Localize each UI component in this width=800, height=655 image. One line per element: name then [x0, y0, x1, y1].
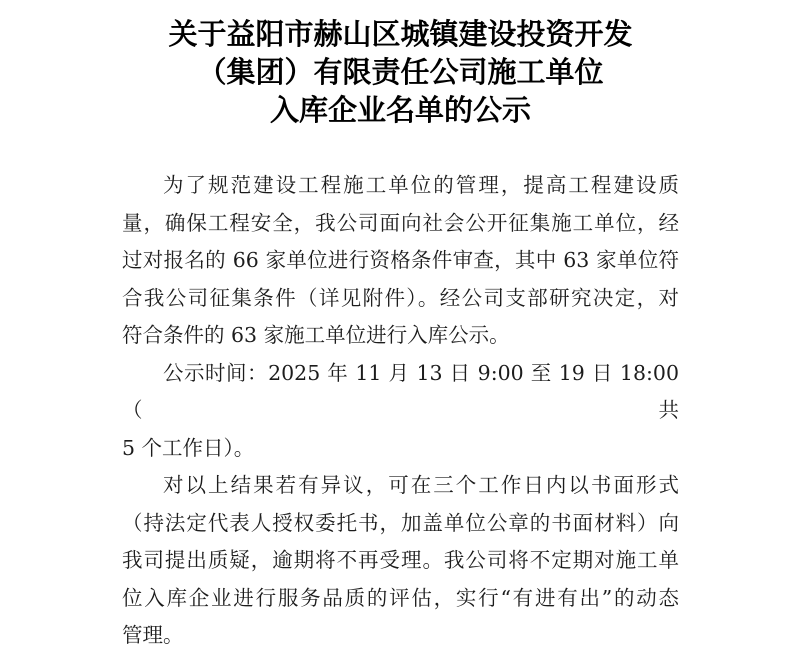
body-line: 为了规范建设工程施工单位的管理，提高工程建设质 — [163, 173, 679, 197]
paragraph — [122, 355, 679, 468]
paragraph — [122, 467, 679, 655]
body-line: （持法定代表人授权委托书，加盖单位公章的书面材料）向 — [122, 510, 679, 535]
body-line: 对以上结果若有异议，可在三个工作日内以书面形式 — [163, 473, 679, 497]
body-line: 符合条件的 63 家施工单位进行入库公示。 — [122, 323, 510, 347]
body-line: 过对报名的 66 家单位进行资格条件审查，其中 63 家单位符 — [122, 248, 679, 272]
title-line: 关于益阳市赫山区城镇建设投资开发 — [168, 17, 633, 51]
body-line: 5 个工作日）。 — [122, 435, 255, 460]
document-content-column — [122, 0, 679, 655]
document-body — [122, 167, 679, 655]
body-line: 我司提出质疑，逾期将不再受理。我公司将不定期对施工单 — [122, 548, 679, 572]
body-line: 管理。 — [122, 623, 184, 647]
body-line: 公示时间：2025 年 11 月 13 日 9:00 至 19 日 18:00（共 — [122, 360, 679, 422]
document-title — [122, 0, 679, 129]
title-line: （集团）有限责任公司施工单位 — [197, 55, 604, 89]
body-line: 位入库企业进行服务品质的评估，实行“有进有出”的动态 — [122, 585, 679, 610]
paragraph — [122, 167, 679, 355]
body-line: 量，确保工程安全，我公司面向社会公开征集施工单位，经 — [122, 210, 679, 235]
body-line: 合我公司征集条件（详见附件）。经公司支部研究决定，对 — [122, 285, 679, 310]
title-line: 入库企业名单的公示 — [269, 93, 531, 127]
